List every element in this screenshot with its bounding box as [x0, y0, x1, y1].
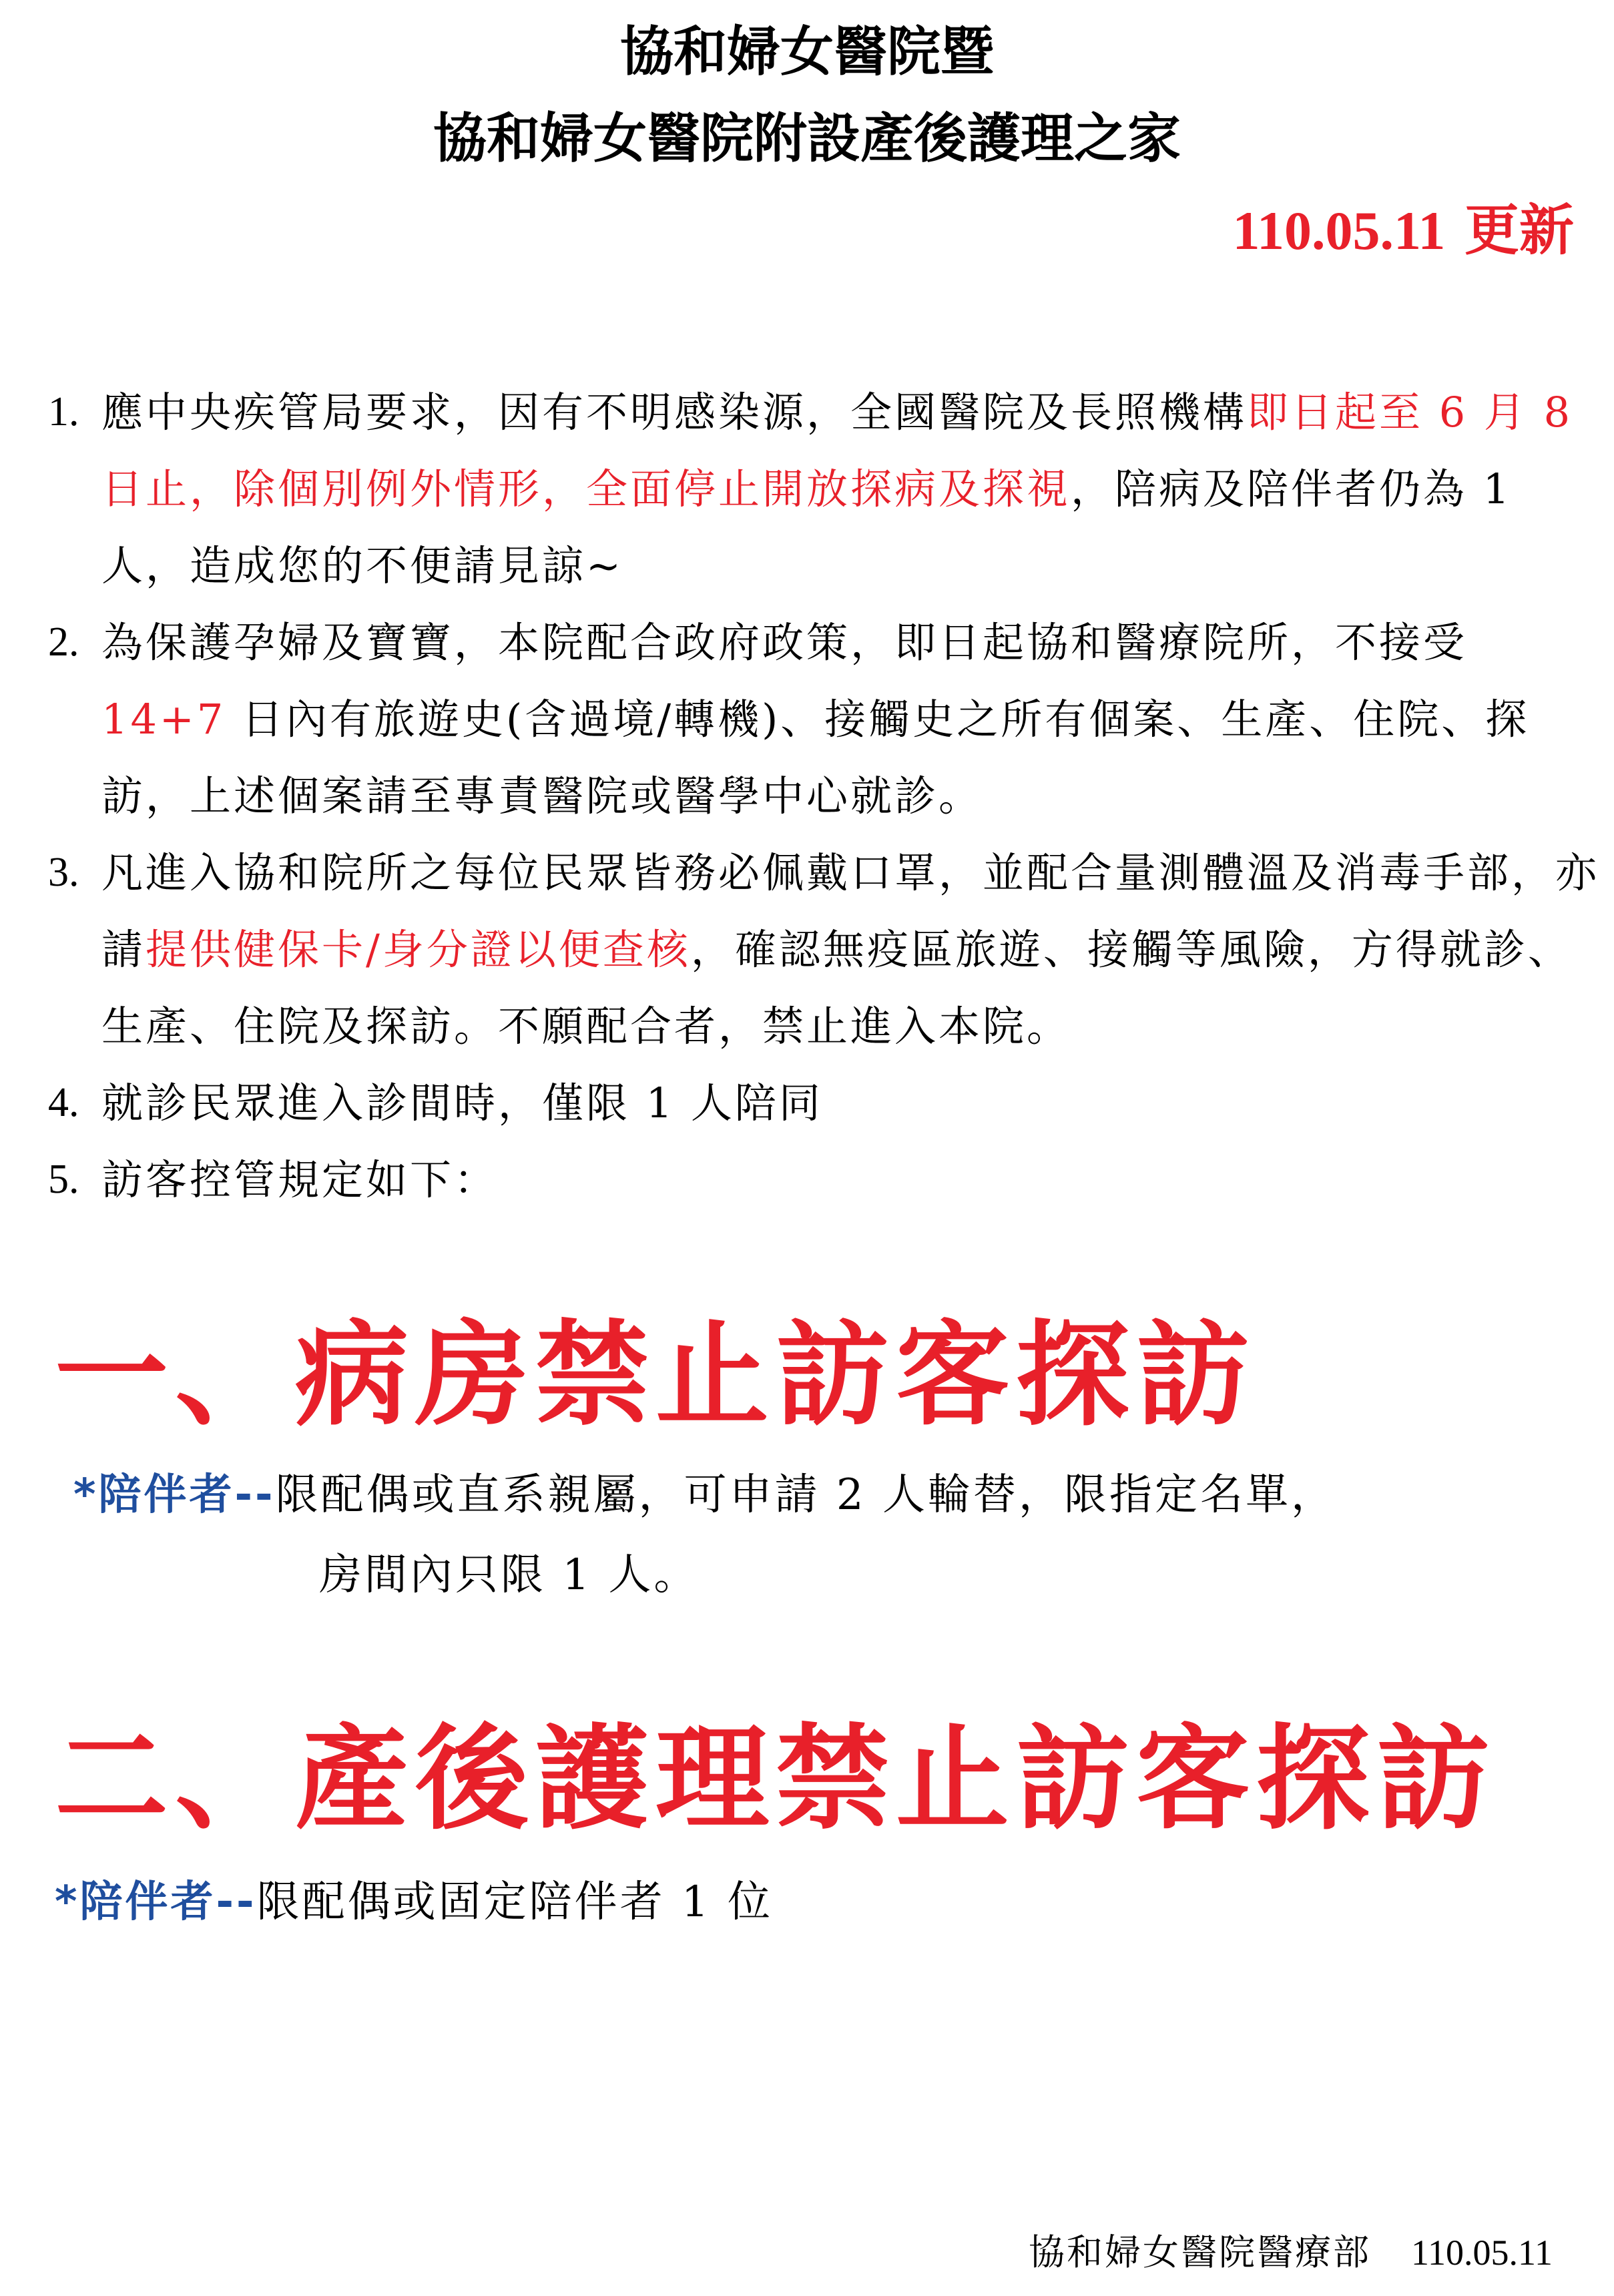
- postpartum-companion-rule: [55, 1862, 773, 1942]
- notice-item: [48, 604, 1603, 834]
- ward-companion-rule-cont: 房間內只限 1 人。: [319, 1550, 700, 1600]
- footer-department: 協和婦女醫院醫療部: [1029, 2231, 1371, 2273]
- update-word: 更新: [1464, 199, 1574, 262]
- notice-highlight: 即日起至 6 月 8 日止，除個別例外情形，全面停止開放探病及探視: [101, 388, 1573, 513]
- notice-text: 日內有旅遊史(含過境/轉機)、接觸史之所有個案、生產、住院、探訪，上述個案請至專責醫院或醫學中心就診。: [101, 695, 1530, 820]
- notice-highlight: 提供健保卡/身分證以便查核: [146, 925, 691, 974]
- notice-item: [48, 1065, 1603, 1141]
- notice-item: [48, 834, 1603, 1065]
- ward-visit-ban-heading: 一、病房禁止訪客探訪: [55, 1308, 1257, 1442]
- footer-date: 110.05.11: [1411, 2233, 1553, 2273]
- postpartum-visit-ban-heading: 二、產後護理禁止訪客探訪: [55, 1712, 1497, 1845]
- notice-list: [48, 374, 1603, 1218]
- update-notice: [1232, 197, 1574, 264]
- notice-text: 就診民眾進入診間時，僅限 1 人陪同: [101, 1079, 823, 1127]
- ward-companion-label: *陪伴者--: [73, 1470, 276, 1520]
- footer-signature: [1029, 2223, 1553, 2283]
- notice-number: 2.: [48, 619, 79, 665]
- page-title-line1: 協和婦女醫院暨: [620, 21, 994, 83]
- postpartum-companion-text: 限配偶或固定陪伴者 1 位: [256, 1878, 773, 1927]
- notice-highlight: 14+7: [101, 695, 226, 744]
- notice-text: ，確認無疫區旅遊、接觸等風險，方得就診、生產、住院及探訪。不願配合者，禁止進入本院。: [101, 925, 1572, 1051]
- notice-item: [48, 374, 1603, 604]
- postpartum-companion-label: *陪伴者--: [55, 1878, 257, 1927]
- update-date: 110.05.11: [1232, 200, 1446, 261]
- notice-text: 應中央疾管局要求，因有不明感染源，全國醫院及長照機構: [101, 388, 1248, 437]
- ward-companion-text: 限配偶或直系親屬，可申請 2 人輪替，限指定名單，: [275, 1470, 1336, 1520]
- notice-number: 5.: [48, 1157, 79, 1202]
- notice-number: 1.: [48, 389, 79, 435]
- notice-number: 4.: [48, 1080, 79, 1125]
- notice-item: [48, 1141, 1603, 1218]
- notice-text: 為保護孕婦及寶寶，本院配合政府政策，即日起協和醫療院所，不接受: [101, 618, 1468, 667]
- notice-text: ，陪病及陪伴者仍為 1 人，造成您的不便請見諒~: [101, 465, 1513, 590]
- page-title-line2: 協和婦女醫院附設產後護理之家: [433, 107, 1181, 170]
- notice-text: 凡進入協和院所之每位民眾皆務必佩戴口罩，並配合量測體溫及消毒手部，亦請: [101, 848, 1600, 974]
- notice-number: 3.: [48, 850, 79, 895]
- notice-text: 訪客控管規定如下：: [101, 1155, 499, 1204]
- ward-companion-rule: [73, 1455, 1336, 1535]
